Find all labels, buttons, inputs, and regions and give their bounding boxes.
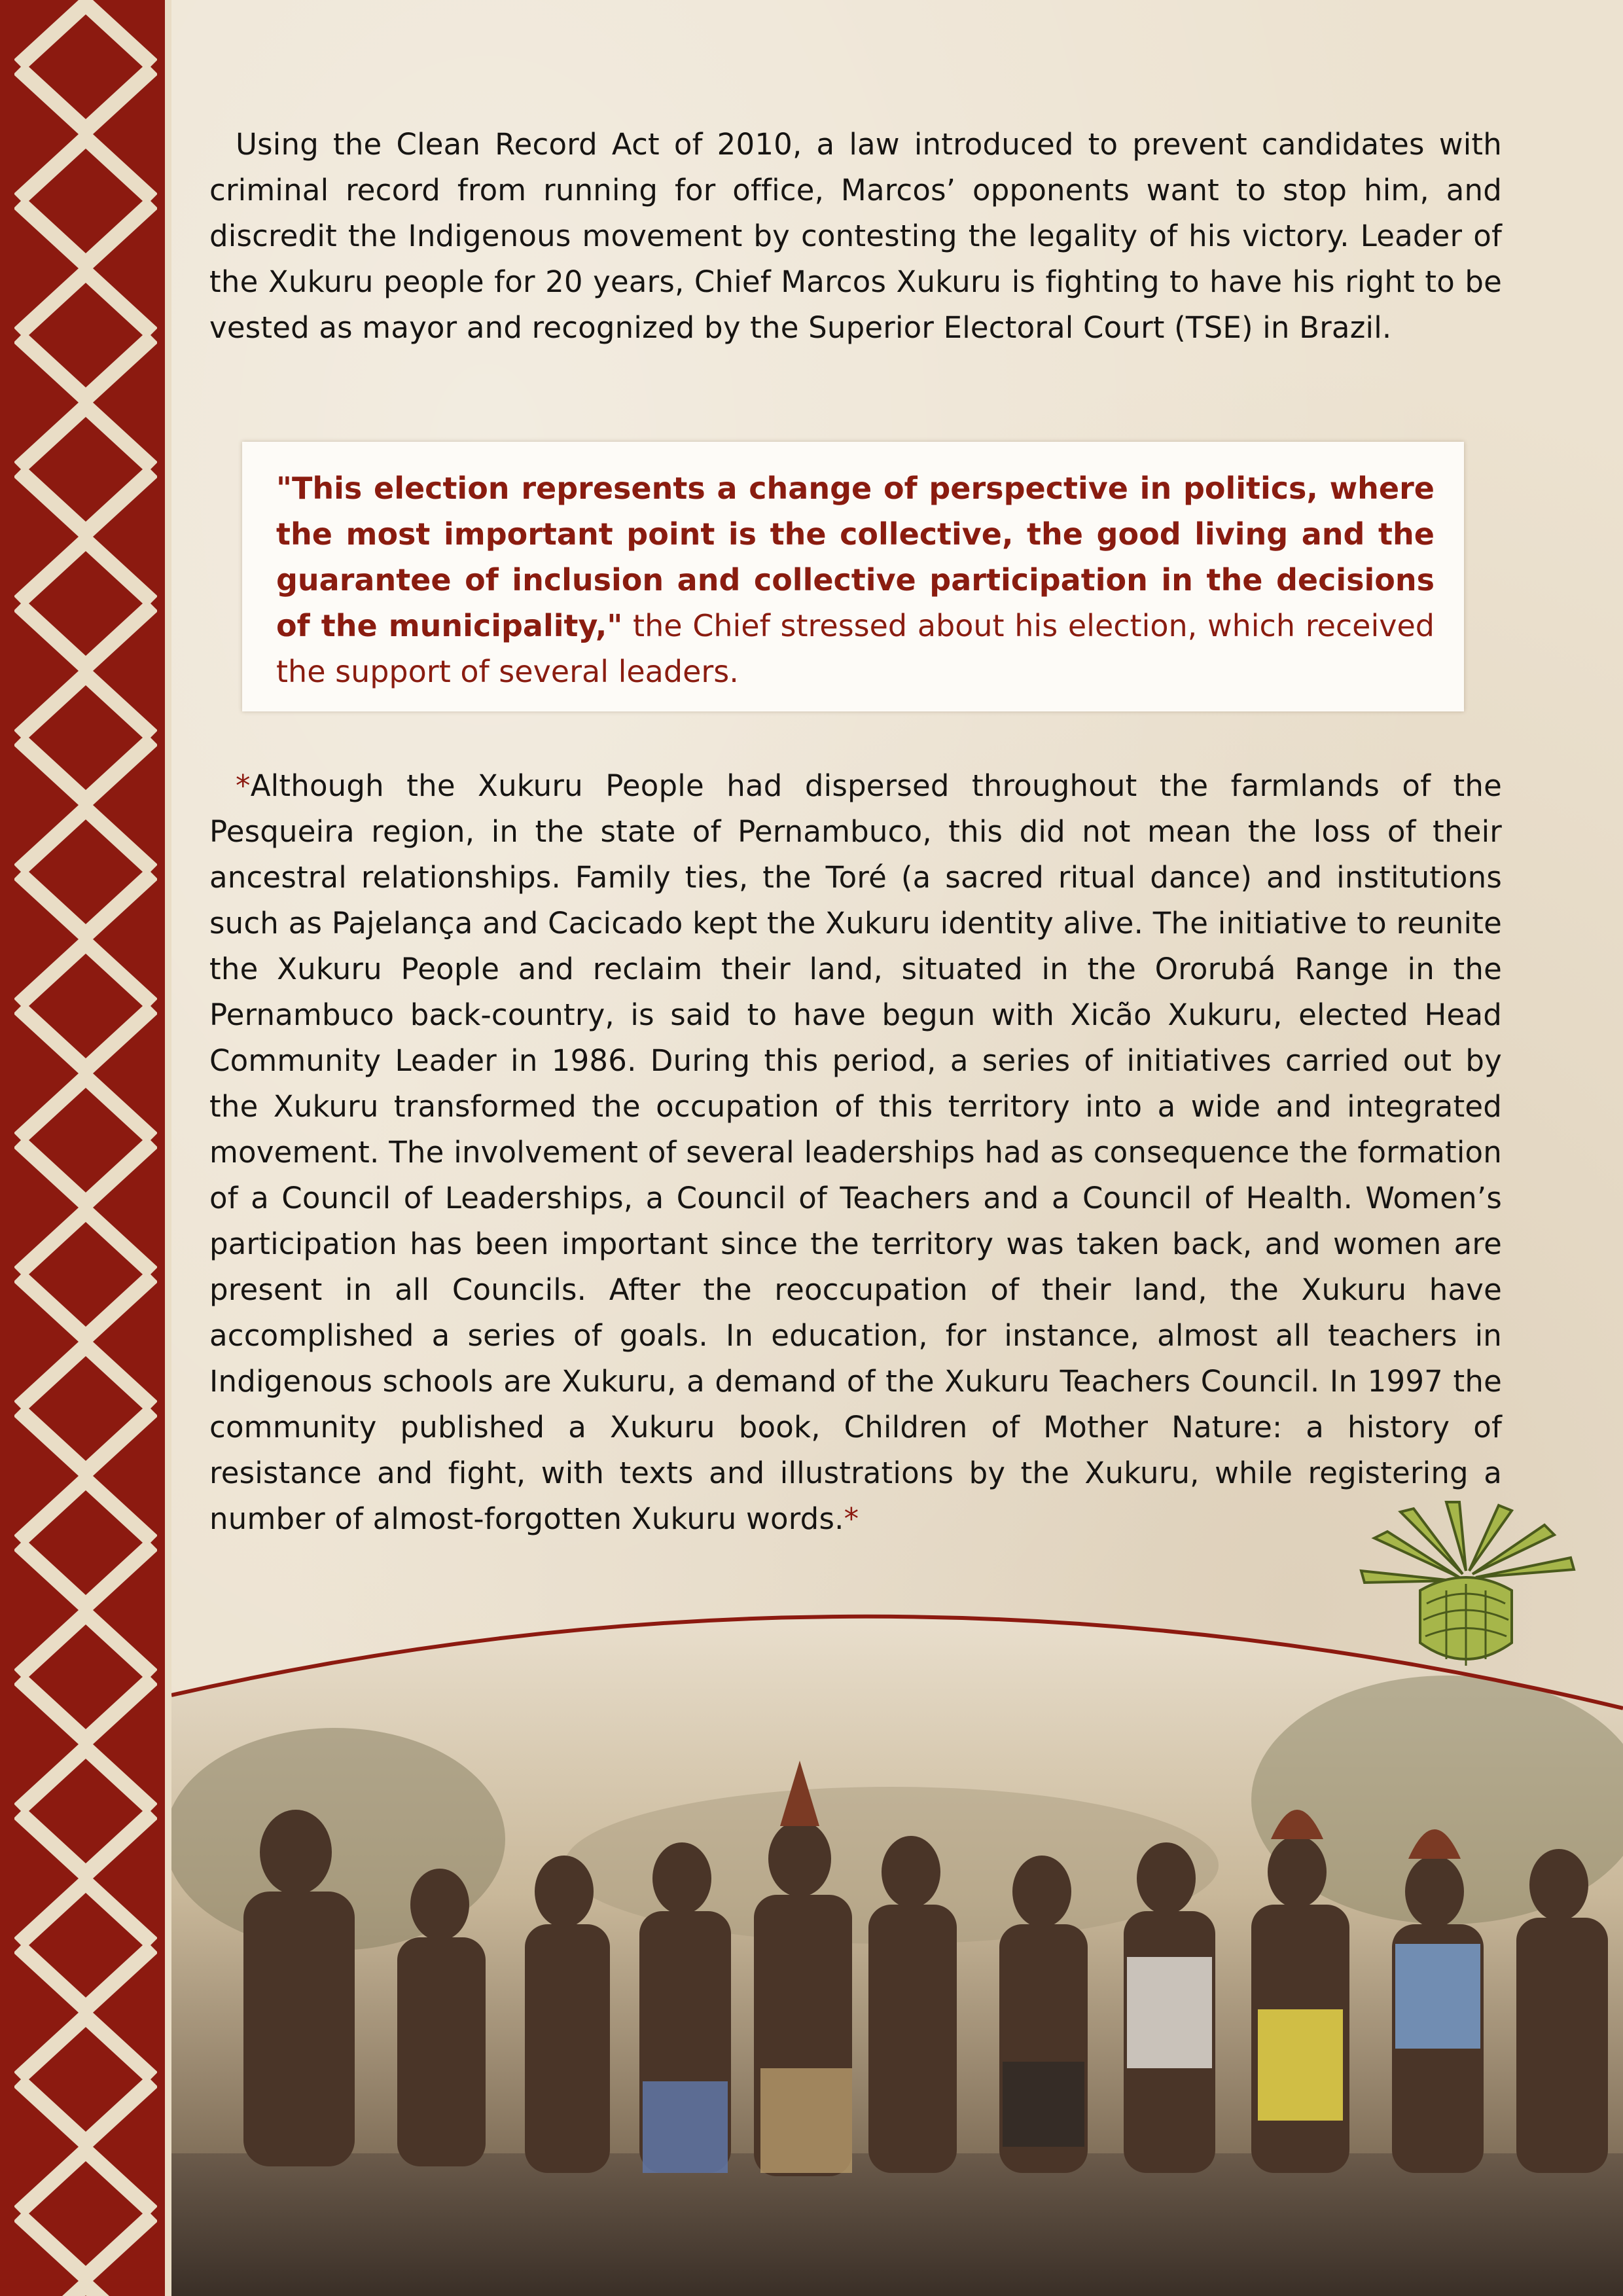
quote-text [276,465,1435,694]
woven-straw-headdress-icon [1348,1499,1584,1695]
open-asterisk: * [236,768,251,803]
intro-paragraph [209,122,1502,351]
intro-paragraph-text: Using the Clean Record Act of 2010, a law introduced to prevent candidates with criminal record from running for office, Marcos’ opponents want to stop him, and discredit the Indigenous movement by contesting the legality of his victory. Leader of the Xukuru people for 20 years, Chief Marcos Xukuru is fighting to have his right to be vested as mayor and recognized by the Superior Electoral Court (TSE) in Brazil. [209,127,1502,345]
quote-emphasis: "This election represents a change of perspective in politics, where the most important point is the collective, the good living and the guarantee of inclusion and collective participation in the decisions of the municipality," [276,471,1435,643]
quote-attribution: the Chief stressed about his election, which received the support of several leaders. [276,608,1435,689]
decorative-border [0,0,171,2296]
history-paragraph-text: Although the Xukuru People had dispersed throughout the farmlands of the Pesqueira region, in the state of Pernambuco, this did not mean the loss of their ancestral relationships. Family ties, the Toré (a sacred ritual dance) and institutions such as Pajelança and Cacicado kept the Xukuru identity alive. The initiative to reunite the Xukuru People and reclaim their land, situated in the Ororubá Range in the Pernambuco back-country, is said to have begun with Xicão Xukuru, elected Head Community Leader in 1986. During this period, a series of initiatives carried out by the Xukuru transformed the occupation of this territory into a wide and integrated movement. The involvement of several leaderships had as consequence the formation of a Council of Leaderships, a Council of Teachers and a Council of Health. Women’s participation has been important since the territory was taken back, and women are present in all Councils. After the reoccupation of their land, the Xukuru have accomplished a series of goals. In education, for instance, almost all teachers in Indigenous schools are Xukuru, a demand of the Xukuru Teachers Council. In 1997 the community published a Xukuru book, Children of Mother Nature: a history of resistance and fight, with texts and illustrations by the Xukuru, while registering a number of almost-forgotten Xukuru words. [209,768,1502,1536]
diamond-lattice-pattern [0,0,171,2296]
quote-box [242,442,1464,711]
history-paragraph [209,763,1502,1542]
close-asterisk: * [844,1501,859,1536]
